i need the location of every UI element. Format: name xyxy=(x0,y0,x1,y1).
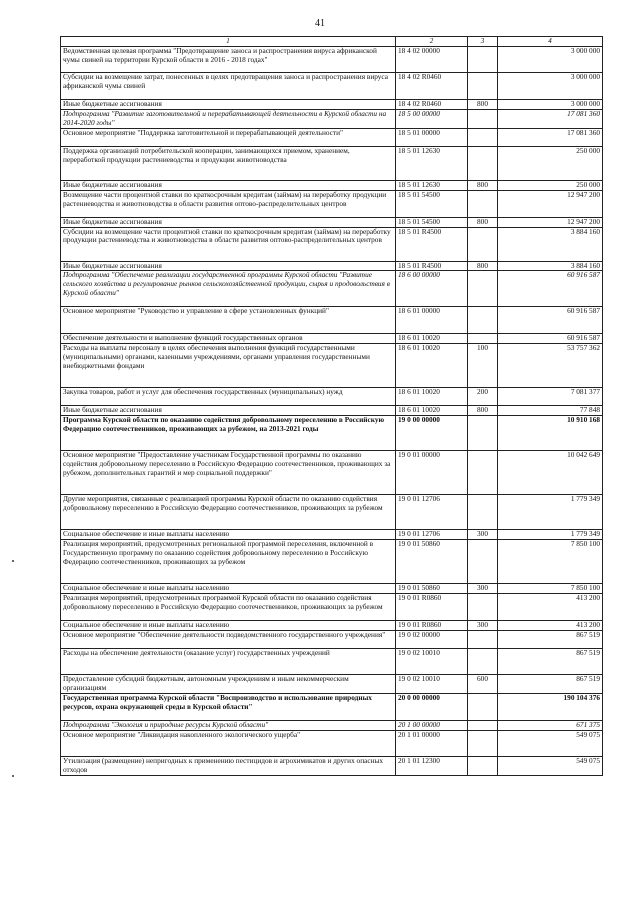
row-name: Утилизация (размещение) непригодных к применению пестицидов и агрохимикатов и других опасных отходов xyxy=(61,756,396,775)
row-kind xyxy=(468,451,498,495)
row-code: 19 0 01 R0860 xyxy=(396,594,468,621)
row-kind: 100 xyxy=(468,344,498,388)
table-row xyxy=(61,416,603,451)
row-kind: 300 xyxy=(468,530,498,540)
table-row xyxy=(61,674,603,693)
row-amount: 867 519 xyxy=(498,630,603,648)
table-row xyxy=(61,540,603,584)
row-code: 18 5 01 00000 xyxy=(396,128,468,146)
table-row xyxy=(61,100,603,110)
header-col-2: 2 xyxy=(396,37,468,47)
scan-speck xyxy=(12,560,14,562)
row-code: 18 5 00 00000 xyxy=(396,109,468,128)
row-kind xyxy=(468,227,498,261)
row-code: 20 1 00 00000 xyxy=(396,720,468,730)
row-name: Иные бюджетные ассигнования xyxy=(61,100,396,110)
table-row xyxy=(61,720,603,730)
table-row xyxy=(61,344,603,388)
row-name: Социальное обеспечение и иные выплаты населению xyxy=(61,621,396,631)
table-row xyxy=(61,730,603,756)
table-row xyxy=(61,227,603,261)
row-name: Иные бюджетные ассигнования xyxy=(61,217,396,227)
row-amount: 3 000 000 xyxy=(498,47,603,73)
table-row xyxy=(61,307,603,334)
table-row xyxy=(61,388,603,406)
row-code: 18 4 02 R0460 xyxy=(396,100,468,110)
table-row xyxy=(61,648,603,674)
row-amount: 60 916 587 xyxy=(498,334,603,344)
row-amount: 549 075 xyxy=(498,756,603,775)
row-kind: 800 xyxy=(468,261,498,271)
row-name: Программа Курской области по оказанию содействия добровольному переселению в Российскую Федерацию соотечественников, проживающих за рубежом, на 2013-2021 годы xyxy=(61,416,396,451)
row-amount: 250 000 xyxy=(498,146,603,180)
row-amount: 17 081 360 xyxy=(498,109,603,128)
row-kind: 300 xyxy=(468,621,498,631)
table-row xyxy=(61,495,603,530)
table-row xyxy=(61,261,603,271)
table-row xyxy=(61,451,603,495)
row-kind xyxy=(468,648,498,674)
row-name: Закупка товаров, работ и услуг для обеспечения государственных (муниципальных) нужд xyxy=(61,388,396,406)
row-name: Подпрограмма "Развитие заготовительной и перерабатывающей деятельности в Курской области на 2014-2020 годы" xyxy=(61,109,396,128)
row-code: 18 5 01 R4500 xyxy=(396,227,468,261)
row-amount: 1 779 349 xyxy=(498,495,603,530)
row-name: Предоставление субсидий бюджетным, автономным учреждениям и иным некоммерческим организациям xyxy=(61,674,396,693)
row-name: Расходы на выплаты персоналу в целях обеспечения выполнения функций государственными (муниципальными) органами, казенными учреждениями, органами управления государственными внебюджетными фондами xyxy=(61,344,396,388)
header-col-1: 1 xyxy=(61,37,396,47)
header-col-4: 4 xyxy=(498,37,603,47)
row-amount: 17 081 360 xyxy=(498,128,603,146)
row-amount: 3 884 160 xyxy=(498,261,603,271)
row-amount: 3 884 160 xyxy=(498,227,603,261)
table-row xyxy=(61,73,603,100)
row-name: Иные бюджетные ассигнования xyxy=(61,406,396,416)
table-row xyxy=(61,146,603,180)
table-row xyxy=(61,128,603,146)
row-amount: 1 779 349 xyxy=(498,530,603,540)
row-kind xyxy=(468,730,498,756)
row-code: 18 5 01 12630 xyxy=(396,180,468,190)
table-row xyxy=(61,756,603,775)
row-name: Основное мероприятие "Поддержка заготовительной и перерабатывающей деятельности" xyxy=(61,128,396,146)
row-amount: 413 200 xyxy=(498,621,603,631)
row-name: Субсидии на возмещение части процентной ставки по краткосрочным кредитам (займам) на переработку продукции растениеводства и животноводства в области развития оптово-распределительных центров xyxy=(61,227,396,261)
row-code: 18 6 00 00000 xyxy=(396,271,468,307)
table-row xyxy=(61,217,603,227)
row-amount: 53 757 362 xyxy=(498,344,603,388)
row-kind xyxy=(468,109,498,128)
row-kind: 300 xyxy=(468,584,498,594)
table-row xyxy=(61,334,603,344)
row-kind xyxy=(468,146,498,180)
row-code: 19 0 01 R0860 xyxy=(396,621,468,631)
row-amount: 250 000 xyxy=(498,180,603,190)
row-code: 18 4 02 R0460 xyxy=(396,73,468,100)
row-name: Основное мероприятие "Предоставление участникам Государственной программы по оказанию содействия добровольному переселению в Российскую Федерацию соотечественников, проживающих за рубежом, дополнительных гарантий и мер социальной поддержки" xyxy=(61,451,396,495)
row-kind xyxy=(468,190,498,217)
table-row xyxy=(61,406,603,416)
table-row xyxy=(61,630,603,648)
row-kind xyxy=(468,540,498,584)
row-name: Социальное обеспечение и иные выплаты населению xyxy=(61,530,396,540)
row-amount: 12 947 200 xyxy=(498,190,603,217)
row-code: 20 1 01 00000 xyxy=(396,730,468,756)
row-code: 19 0 02 10010 xyxy=(396,674,468,693)
row-amount: 549 075 xyxy=(498,730,603,756)
row-amount: 671 375 xyxy=(498,720,603,730)
row-amount: 77 848 xyxy=(498,406,603,416)
row-kind xyxy=(468,630,498,648)
row-code: 19 0 01 12706 xyxy=(396,495,468,530)
row-amount: 3 000 000 xyxy=(498,100,603,110)
row-code: 18 6 01 10020 xyxy=(396,344,468,388)
row-code: 20 0 00 00000 xyxy=(396,693,468,720)
table-row xyxy=(61,271,603,307)
row-amount: 12 947 200 xyxy=(498,217,603,227)
table-row xyxy=(61,584,603,594)
row-name: Основное мероприятие "Руководство и управление в сфере установленных функций" xyxy=(61,307,396,334)
row-name: Ведомственная целевая программа "Предотвращение заноса и распространения вируса африканской чумы свиней на территории Курской области в 2016 - 2018 годах" xyxy=(61,47,396,73)
row-kind xyxy=(468,495,498,530)
row-kind xyxy=(468,334,498,344)
row-code: 18 5 01 54500 xyxy=(396,190,468,217)
row-name: Возмещение части процентной ставки по краткосрочным кредитам (займам) на переработку продукции растениеводства и животноводства в области развития оптово-распределительных центров xyxy=(61,190,396,217)
row-code: 18 6 01 10020 xyxy=(396,406,468,416)
row-kind xyxy=(468,73,498,100)
row-amount: 413 200 xyxy=(498,594,603,621)
table-header-row xyxy=(61,37,603,47)
row-kind: 800 xyxy=(468,406,498,416)
row-code: 19 0 01 50860 xyxy=(396,540,468,584)
row-kind xyxy=(468,720,498,730)
row-code: 19 0 00 00000 xyxy=(396,416,468,451)
row-code: 19 0 01 00000 xyxy=(396,451,468,495)
table-row xyxy=(61,109,603,128)
table-row xyxy=(61,621,603,631)
row-code: 18 5 01 R4500 xyxy=(396,261,468,271)
row-kind xyxy=(468,693,498,720)
row-name: Расходы на обеспечение деятельности (оказание услуг) государственных учреждений xyxy=(61,648,396,674)
table-row xyxy=(61,530,603,540)
row-amount: 867 519 xyxy=(498,674,603,693)
row-kind: 600 xyxy=(468,674,498,693)
row-code: 18 6 01 00000 xyxy=(396,307,468,334)
row-amount: 867 519 xyxy=(498,648,603,674)
row-code: 19 0 01 12706 xyxy=(396,530,468,540)
row-code: 19 0 01 50860 xyxy=(396,584,468,594)
row-code: 20 1 01 12300 xyxy=(396,756,468,775)
row-kind xyxy=(468,271,498,307)
row-kind xyxy=(468,756,498,775)
row-amount: 7 081 377 xyxy=(498,388,603,406)
row-name: Другие мероприятия, связанные с реализацией программы Курской области по оказанию содействия добровольному переселению в Российскую Федерацию соотечественников, проживающих за рубежом xyxy=(61,495,396,530)
row-amount: 10 042 649 xyxy=(498,451,603,495)
scan-speck xyxy=(12,775,14,777)
row-code: 18 6 01 10020 xyxy=(396,334,468,344)
row-kind xyxy=(468,47,498,73)
table-row xyxy=(61,594,603,621)
row-code: 19 0 02 10010 xyxy=(396,648,468,674)
row-name: Государственная программа Курской области "Воспроизводство и использование природных ресурсов, охрана окружающей среды в Курской области" xyxy=(61,693,396,720)
row-code: 19 0 02 00000 xyxy=(396,630,468,648)
page-number: 41 xyxy=(315,18,325,29)
row-amount: 60 916 587 xyxy=(498,307,603,334)
row-code: 18 5 01 54500 xyxy=(396,217,468,227)
header-col-3: 3 xyxy=(468,37,498,47)
row-name: Иные бюджетные ассигнования xyxy=(61,180,396,190)
row-name: Социальное обеспечение и иные выплаты населению xyxy=(61,584,396,594)
row-name: Обеспечение деятельности и выполнение функций государственных органов xyxy=(61,334,396,344)
row-name: Основное мероприятие "Ликвидация накопленного экологического ущерба" xyxy=(61,730,396,756)
row-amount: 7 850 100 xyxy=(498,540,603,584)
row-name: Реализация мероприятий, предусмотренных программой Курской области по оказанию содействия добровольному переселению в Российскую Федерацию соотечественников, проживающих за рубежом xyxy=(61,594,396,621)
row-name: Поддержка организаций потребительской кооперации, занимающихся приемом, хранением, переработкой продукции растениеводства и продукции животноводства xyxy=(61,146,396,180)
table-row xyxy=(61,693,603,720)
row-kind: 800 xyxy=(468,217,498,227)
row-code: 18 6 01 10020 xyxy=(396,388,468,406)
row-name: Субсидии на возмещение затрат, понесенных в целях предотвращения заноса и распространения вируса африканской чумы свиней xyxy=(61,73,396,100)
row-amount: 3 000 000 xyxy=(498,73,603,100)
table-row xyxy=(61,190,603,217)
row-kind: 200 xyxy=(468,388,498,406)
row-kind xyxy=(468,128,498,146)
table-row xyxy=(61,47,603,73)
row-kind: 800 xyxy=(468,100,498,110)
row-name: Иные бюджетные ассигнования xyxy=(61,261,396,271)
row-amount: 190 104 376 xyxy=(498,693,603,720)
row-kind xyxy=(468,594,498,621)
row-name: Основное мероприятие "Обеспечение деятельности подведомственного государственного учреждения" xyxy=(61,630,396,648)
row-kind xyxy=(468,307,498,334)
row-name: Реализация мероприятий, предусмотренных региональной программой переселения, включенной в Государственную программу по оказанию содействия добровольному переселению в Российскую Федерацию соотечественников, проживающих за рубежом xyxy=(61,540,396,584)
budget-table xyxy=(60,36,603,776)
row-kind: 800 xyxy=(468,180,498,190)
row-name: Подпрограмма "Экология и природные ресурсы Курской области" xyxy=(61,720,396,730)
row-amount: 10 910 168 xyxy=(498,416,603,451)
row-code: 18 5 01 12630 xyxy=(396,146,468,180)
row-amount: 60 916 587 xyxy=(498,271,603,307)
row-amount: 7 850 100 xyxy=(498,584,603,594)
row-kind xyxy=(468,416,498,451)
row-name: Подпрограмма "Обеспечение реализации государственной программы Курской области "Развитие сельского хозяйства и регулирование рынков сельскохозяйственной продукции, сырья и продовольствия в Курской области" xyxy=(61,271,396,307)
table-row xyxy=(61,180,603,190)
row-code: 18 4 02 00000 xyxy=(396,47,468,73)
